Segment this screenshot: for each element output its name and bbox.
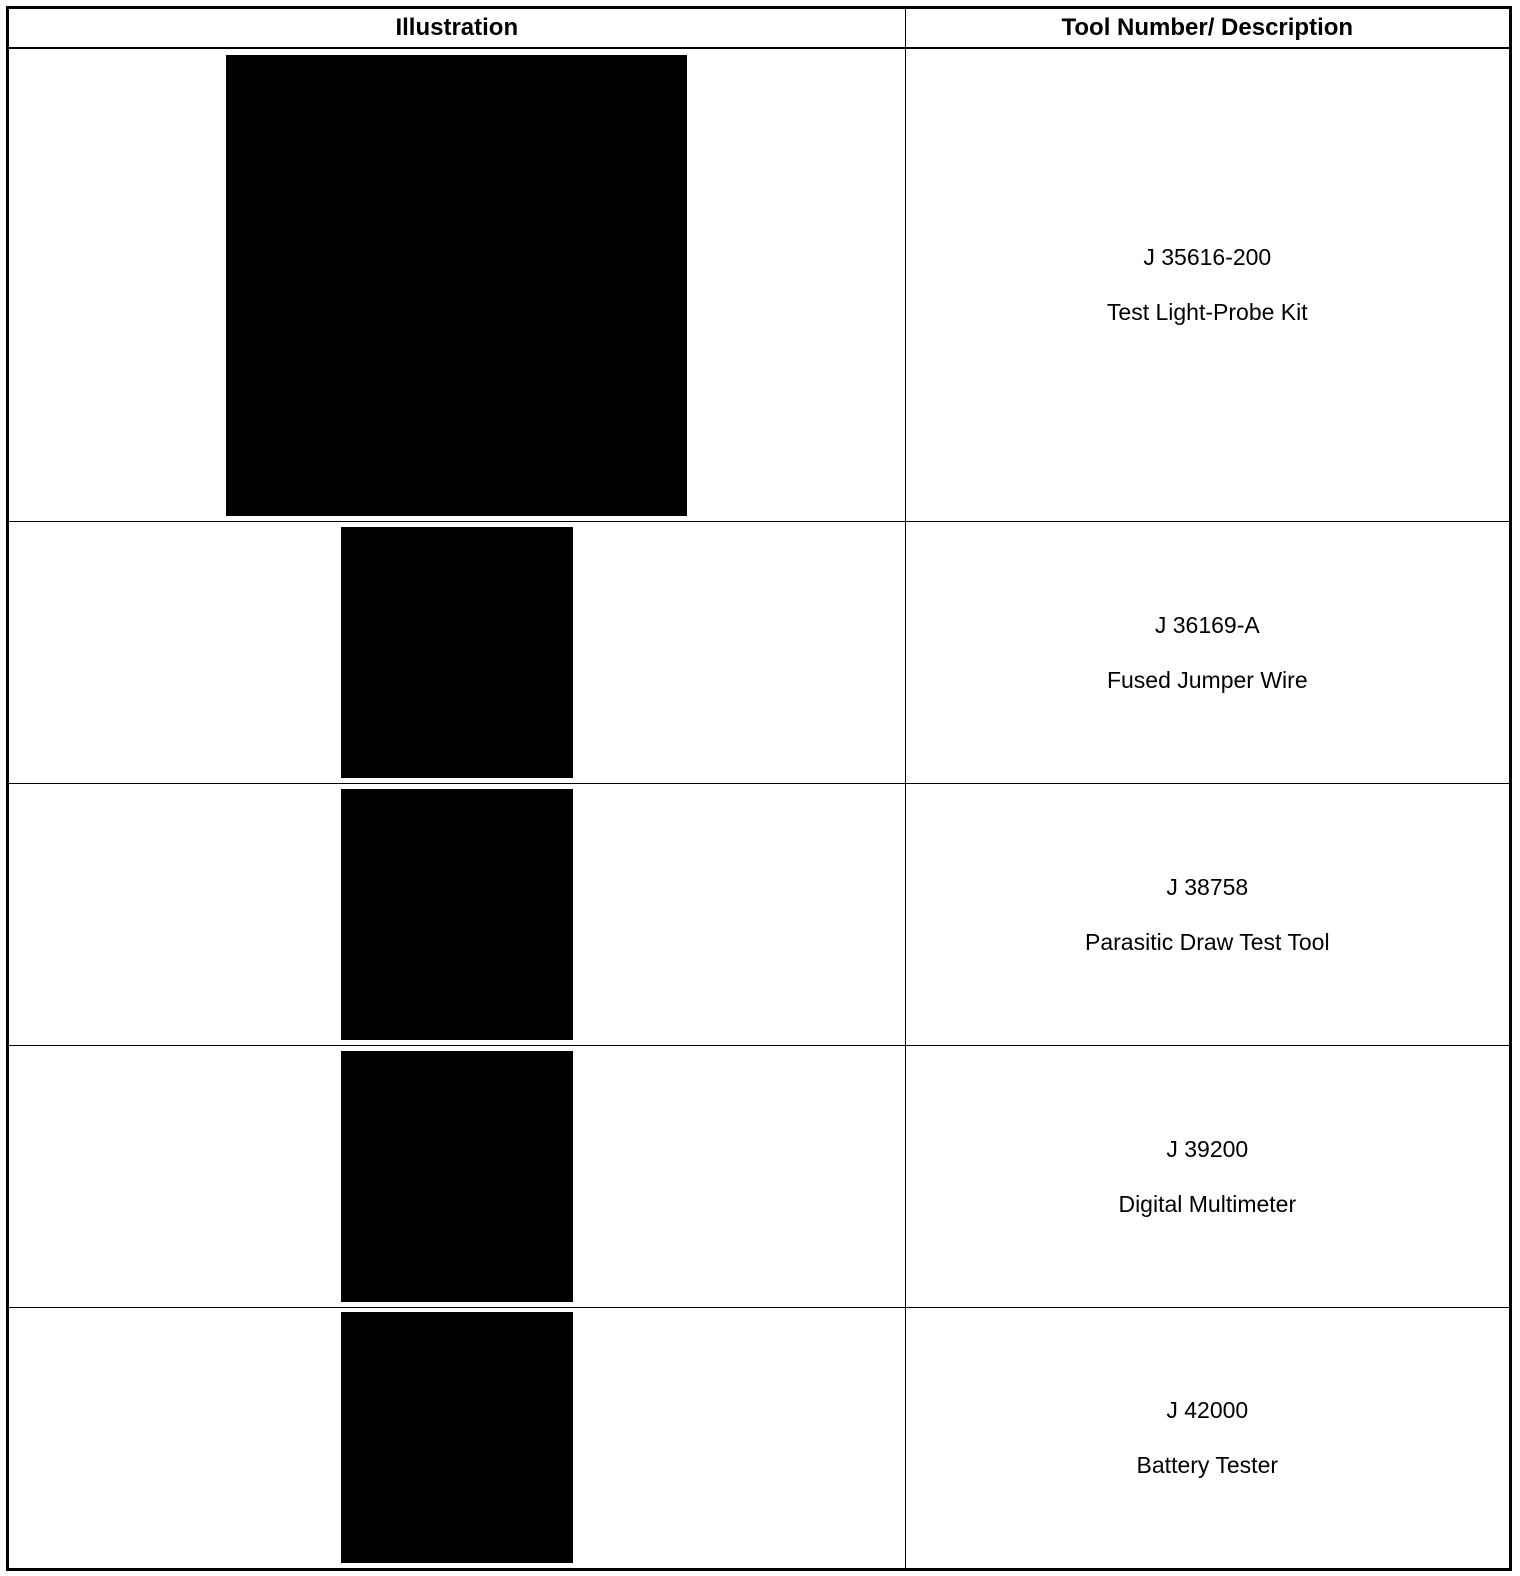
table-row	[8, 48, 1511, 522]
illustration-cell	[8, 48, 906, 522]
tool-number: J 42000	[1166, 1396, 1249, 1423]
tool-description-cell	[905, 48, 1510, 522]
header-row	[8, 8, 1511, 49]
tool-number: J 36169-A	[1154, 611, 1260, 638]
illustration-cell	[8, 1046, 906, 1308]
table-row	[8, 784, 1511, 1046]
illustration-cell	[8, 784, 906, 1046]
illustration-cell	[8, 522, 906, 784]
tool-number: J 39200	[1166, 1135, 1249, 1162]
tool-illustration-image	[341, 1312, 573, 1563]
tool-description-cell	[905, 522, 1510, 784]
tool-description-cell	[905, 784, 1510, 1046]
table-row	[8, 1307, 1511, 1569]
tool-illustration-image	[341, 1051, 573, 1302]
tool-description: Test Light-Probe Kit	[1106, 299, 1308, 325]
table-row	[8, 522, 1511, 784]
illustration-header: Illustration	[8, 8, 906, 49]
tool-illustration-image	[341, 789, 573, 1040]
tool-description-cell	[905, 1046, 1510, 1308]
table-row	[8, 1046, 1511, 1308]
tool-illustration-image	[341, 527, 573, 778]
tool-number: J 35616-200	[1143, 244, 1272, 270]
tool-number-description-header: Tool Number/ Description	[905, 8, 1510, 49]
tool-description: Parasitic Draw Test Tool	[1085, 928, 1330, 955]
illustration-cell	[8, 1307, 906, 1569]
tool-description: Battery Tester	[1136, 1451, 1279, 1478]
tool-illustration-image	[226, 55, 687, 516]
tool-description: Fused Jumper Wire	[1106, 666, 1308, 693]
tool-number: J 38758	[1166, 873, 1249, 900]
tool-description-cell	[905, 1307, 1510, 1569]
special-tools-table	[6, 6, 1512, 1571]
tool-description: Digital Multimeter	[1118, 1190, 1297, 1217]
